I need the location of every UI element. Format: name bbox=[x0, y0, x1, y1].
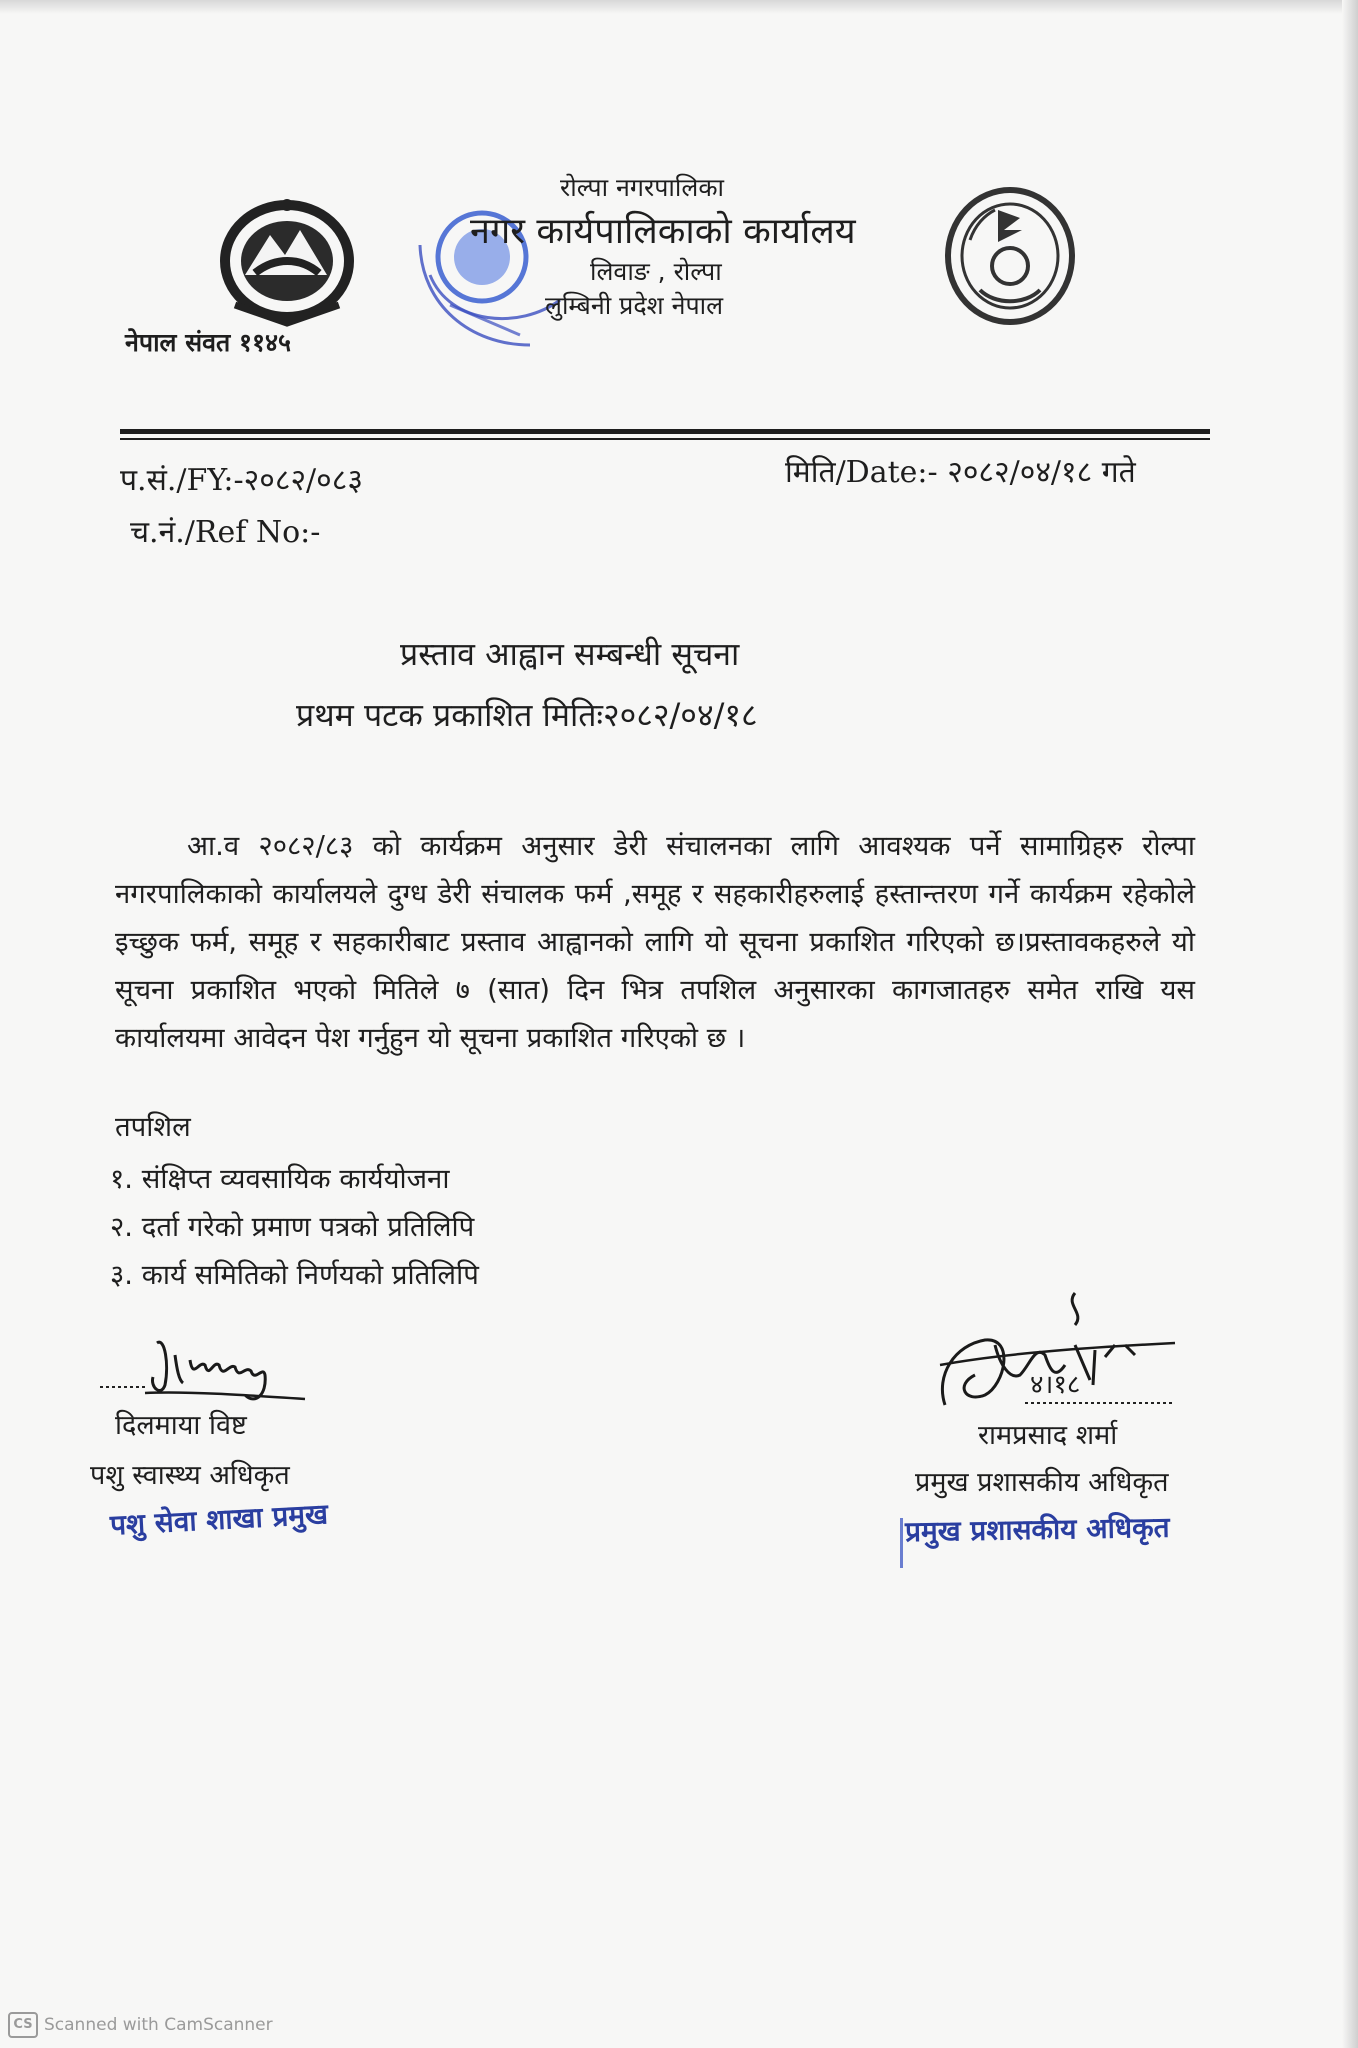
header-rule-thin bbox=[120, 438, 1210, 440]
scanner-watermark-text: Scanned with CamScanner bbox=[44, 2015, 273, 2035]
list-item: १. संक्षिप्त व्यवसायिक कार्ययोजना bbox=[110, 1163, 450, 1195]
svg-text:४।१८: ४।१८ bbox=[1030, 1370, 1081, 1400]
left-signatory-stamp: पशु सेवा शाखा प्रमुख bbox=[109, 1497, 329, 1542]
scan-shadow bbox=[0, 0, 1358, 14]
notice-body: आ.व २०८२/८३ को कार्यक्रम अनुसार डेरी संचालनका लागि आवश्यक पर्ने सामाग्रिहरु रोल्पा नगरपालिकाको कार्यालयले दुग्ध डेरी संचालक फर्म ,समूह र सहकारीहरुलाई हस्तान्तरण गर्ने कार्यक्रम रहेकोले इच्छुक फर्म, समूह र सहकारीबाट प्रस्ताव आह्वानको लागि यो सूचना प्रकाशित गरिएको छ।प्रस्तावकहरुले यो सूचना प्रकाशित भएको मितिले ७ (सात) दिन भित्र तपशिल अनुसारका कागजातहरु समेत राखि यस कार्यालयमा आवेदन पेश गर्नुहुन यो सूचना प्रकाशित गरिएको छ । bbox=[115, 830, 1195, 1054]
header-location: लिवाङ , रोल्पा bbox=[590, 257, 722, 286]
scanner-watermark bbox=[8, 2012, 273, 2038]
tapsil-heading: तपशिल bbox=[115, 1111, 191, 1143]
left-signatory-designation: पशु स्वास्थ्य अधिकृत bbox=[90, 1460, 290, 1491]
stamp-mark bbox=[900, 1518, 903, 1568]
list-item: ३. कार्य समितिको निर्णयको प्रतिलिपि bbox=[110, 1259, 479, 1291]
left-signature-icon bbox=[95, 1325, 310, 1410]
notice-subtitle: प्रथम पटक प्रकाशित मितिः२०८२/०४/१८ bbox=[296, 696, 758, 734]
header-rule bbox=[120, 429, 1210, 434]
left-signatory-name: दिलमाया विष्ट bbox=[115, 1410, 247, 1441]
document-list bbox=[110, 1155, 479, 1299]
nepal-emblem-icon bbox=[215, 195, 360, 330]
reference-fy: प.सं./FY:-२०८२/०८३ bbox=[120, 463, 363, 498]
scan-edge bbox=[1342, 0, 1358, 2048]
header-office: नगर कार्यपालिकाको कार्यालय bbox=[470, 211, 856, 252]
header-province: लुम्बिनी प्रदेश नेपाल bbox=[545, 291, 724, 320]
right-signatory-name: रामप्रसाद शर्मा bbox=[978, 1420, 1118, 1451]
notice-date: मिति/Date:- २०८२/०४/१८ गते bbox=[785, 455, 1136, 490]
right-signatory-designation: प्रमुख प्रशासकीय अधिकृत bbox=[915, 1467, 1169, 1498]
municipality-logo-icon bbox=[940, 180, 1080, 330]
camscanner-logo-icon: CS bbox=[8, 2012, 38, 2038]
nepal-samvat: नेपाल संवत ११४५ bbox=[125, 328, 291, 357]
list-item: २. दर्ता गरेको प्रमाण पत्रको प्रतिलिपि bbox=[110, 1211, 475, 1243]
reference-number: च.नं./Ref No:- bbox=[130, 515, 321, 550]
header-municipality: रोल्पा नगरपालिका bbox=[560, 173, 724, 202]
right-signatory-stamp: प्रमुख प्रशासकीय अधिकृत bbox=[904, 1510, 1170, 1549]
notice-title: प्रस्ताव आह्वान सम्बन्धी सूचना bbox=[400, 635, 740, 673]
